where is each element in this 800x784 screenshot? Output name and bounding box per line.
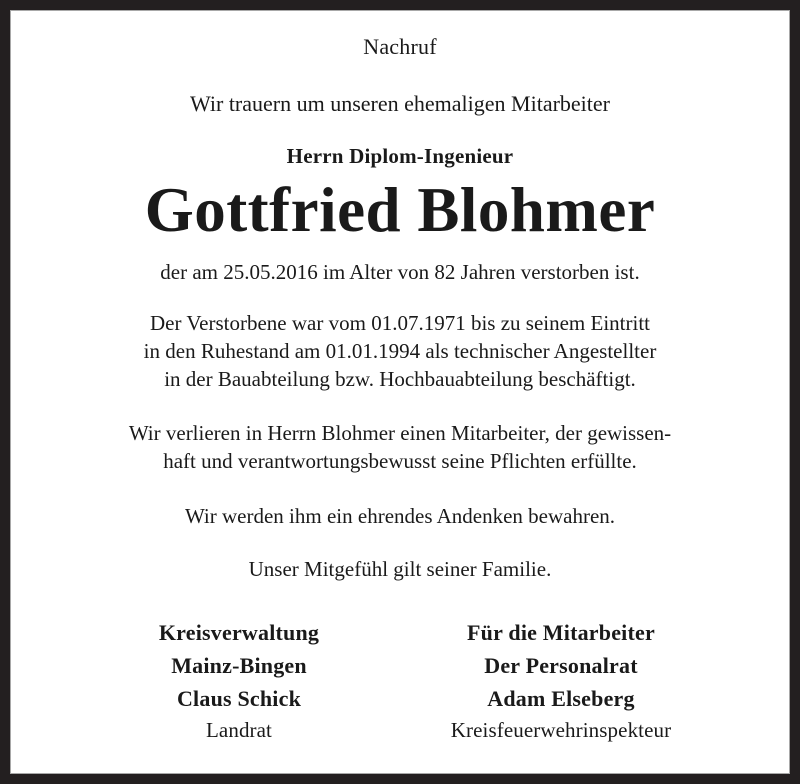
signature-signer-name: Claus Schick <box>176 686 302 711</box>
sympathy-line: Unser Mitgefühl gilt seiner Familie. <box>248 557 552 581</box>
signature-signer-role: Landrat <box>206 718 272 742</box>
signature-organisation-line: Für die Mitarbeiter <box>467 620 655 645</box>
signature-column-administration <box>78 616 400 746</box>
memory-line: Wir werden ihm ein ehrendes Andenken bewahren. <box>184 504 616 528</box>
service-paragraph-line: Der Verstorbene war vom 01.07.1971 bis zu seinem Eintritt <box>149 311 650 335</box>
obituary-notice <box>10 10 790 774</box>
signature-block <box>33 616 767 746</box>
loss-paragraph-line: haft und verantwortungsbewusst seine Pflichten erfüllte. <box>163 449 637 473</box>
deceased-name: Gottfried Blohmer <box>144 175 656 245</box>
loss-paragraph-line: Wir verlieren in Herrn Blohmer einen Mitarbeiter, der gewissen- <box>128 421 672 445</box>
signature-district-line: Mainz-Bingen <box>171 653 307 678</box>
notice-kicker: Nachruf <box>363 34 437 59</box>
deceased-honorific: Herrn Diplom-Ingenieur <box>286 144 514 168</box>
signature-column-staff-council <box>400 616 722 746</box>
mourning-statement: Wir trauern um unseren ehemaligen Mitarbeiter <box>190 91 610 116</box>
service-paragraph <box>33 309 767 393</box>
loss-paragraph <box>33 419 767 475</box>
signature-signer-role: Kreisfeuerwehrinspekteur <box>450 718 672 742</box>
service-paragraph-line: in der Bauabteilung bzw. Hochbauabteilung beschäftigt. <box>164 367 636 391</box>
signature-signer-name: Adam Elseberg <box>487 686 635 711</box>
service-paragraph-line: in den Ruhestand am 01.01.1994 als technischer Angestellter <box>143 339 657 363</box>
signature-organisation-line: Kreisverwaltung <box>158 620 320 645</box>
signature-body-line: Der Personalrat <box>484 653 638 678</box>
death-date-line: der am 25.05.2016 im Alter von 82 Jahren verstorben ist. <box>160 260 640 284</box>
